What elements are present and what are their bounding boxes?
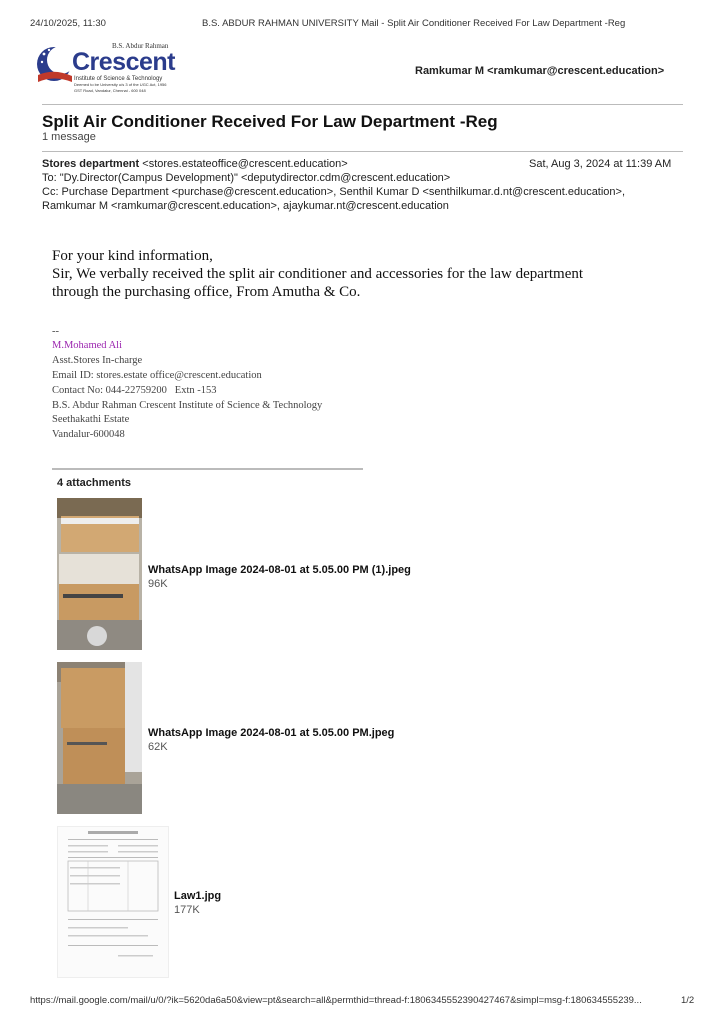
attachment-name-1[interactable]: WhatsApp Image 2024-08-01 at 5.05.00 PM (1).jpeg (148, 564, 411, 576)
logo-line1: B.S. Abdur Rahman (112, 42, 169, 50)
body-line1: For your kind information, (52, 248, 213, 264)
signature-dash: -- (52, 326, 59, 337)
email-from (42, 158, 348, 170)
signed-in-user: Ramkumar M <ramkumar@crescent.education> (415, 65, 665, 77)
attachment-name-3[interactable]: Law1.jpg (174, 890, 222, 902)
message-count: 1 message (42, 131, 96, 143)
signature-role: Asst.Stores In-charge (52, 355, 143, 366)
signature-email: Email ID: stores.estate office@crescent.education (52, 370, 262, 381)
body-line3: through the purchasing office, From Amutha & Co. (52, 284, 361, 300)
email-to: To: "Dy.Director(Campus Development)" <deputydirector.cdm@crescent.education> (42, 172, 451, 184)
signature-city: Vandalur-600048 (52, 429, 125, 440)
attachments-title: 4 attachments (57, 477, 131, 489)
email-date: Sat, Aug 3, 2024 at 11:39 AM (529, 158, 672, 170)
print-page-number: 1/2 (681, 995, 695, 1006)
logo-name: Crescent (72, 48, 175, 76)
print-url: https://mail.google.com/mail/u/0/?ik=5620da6a50&view=pt&search=all&permthid=thread-f:1806345552390427467&simpl=msg-f:180634555239... (30, 995, 642, 1006)
signature-org: B.S. Abdur Rahman Crescent Institute of Science & Technology (52, 400, 323, 411)
signature-estate: Seethakathi Estate (52, 414, 130, 425)
from-name: Stores department (42, 158, 140, 170)
attachment-name-2[interactable]: WhatsApp Image 2024-08-01 at 5.05.00 PM.jpeg (148, 727, 395, 739)
signature-contact: Contact No: 044-22759200 Extn -153 (52, 385, 217, 396)
email-cc-line1: Cc: Purchase Department <purchase@crescent.education>, Senthil Kumar D <senthilkumar.d.nt@crescent.education>, (42, 186, 626, 198)
ac-boxes-photo-icon (57, 498, 142, 650)
logo-subtext (74, 76, 167, 94)
attachment-size-3: 177K (174, 904, 200, 916)
from-email: <stores.estateoffice@crescent.education> (142, 158, 348, 170)
document-scan-icon (58, 827, 168, 977)
email-subject: Split Air Conditioner Received For Law Department -Reg (42, 112, 498, 131)
logo-line2: Institute of Science & Technology (74, 76, 163, 82)
signature-name: M.Mohamed Ali (52, 340, 122, 351)
attachment-size-1: 96K (148, 578, 168, 590)
logo-line4: GST Road, Vandalur, Chennai - 600 048 (74, 88, 146, 93)
attachment-thumbnail-3[interactable] (57, 826, 169, 978)
ac-boxes-photo-icon (57, 662, 142, 814)
attachment-size-2: 62K (148, 741, 168, 753)
print-datetime: 24/10/2025, 11:30 (30, 18, 106, 29)
crescent-emblem-icon (36, 42, 76, 88)
print-title: B.S. ABDUR RAHMAN UNIVERSITY Mail - Split Air Conditioner Received For Law Department -Reg (202, 18, 626, 29)
subject-divider (42, 151, 683, 152)
attachment-thumbnail-1[interactable] (57, 498, 142, 650)
body-line2: Sir, We verbally received the split air conditioner and accessories for the law department (52, 266, 584, 282)
email-cc-line2: Ramkumar M <ramkumar@crescent.education>, ajaykumar.nt@crescent.education (42, 200, 449, 212)
attachment-thumbnail-2[interactable] (57, 662, 142, 814)
header-divider (42, 104, 683, 105)
attachments-divider (52, 468, 363, 470)
logo-line3: Deemed to be University u/s 3 of the UGC Act, 1956 (74, 82, 167, 87)
